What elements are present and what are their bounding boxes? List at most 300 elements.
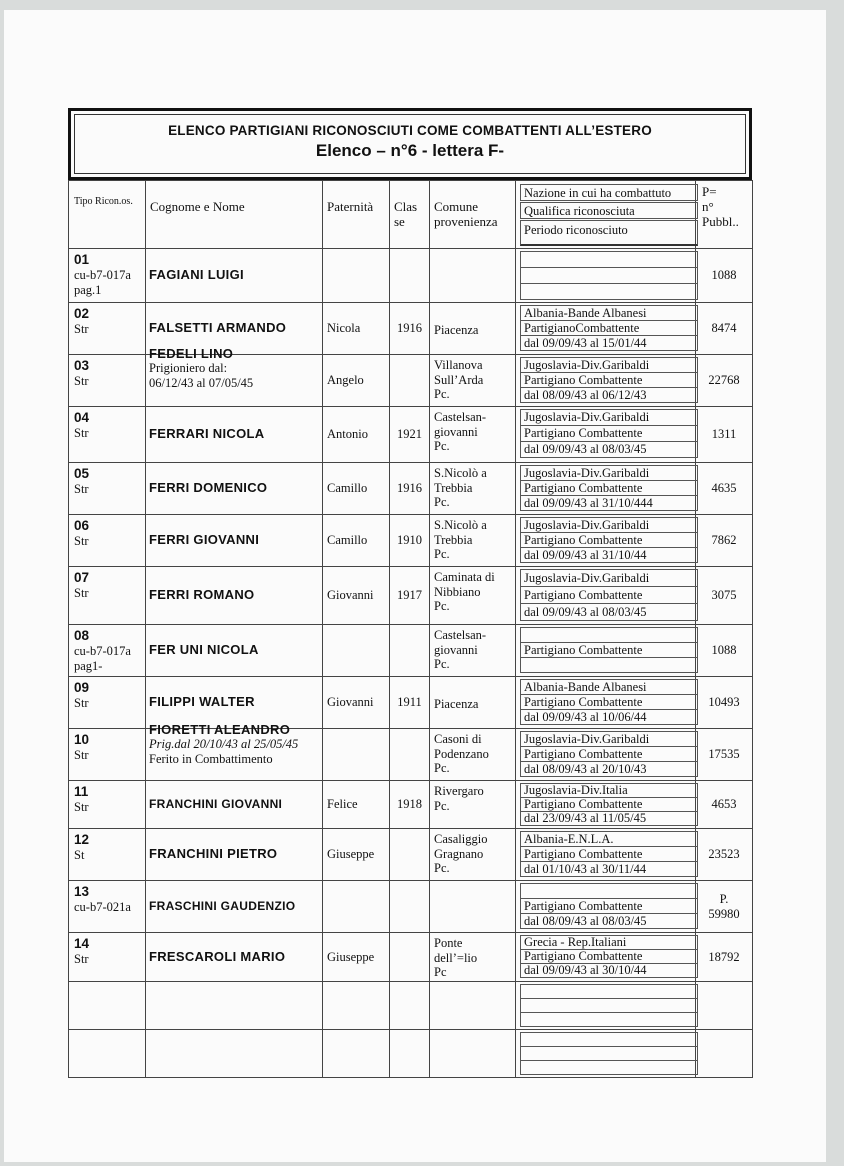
pubbl-value: 7862 <box>711 533 737 548</box>
pubbl-value: 22768 <box>708 373 740 388</box>
cell-comune <box>430 515 516 567</box>
cell-nome <box>146 677 323 729</box>
comune-line: Pc. <box>434 861 450 875</box>
row-number: 13 <box>74 884 90 899</box>
classe-value: 1916 <box>397 481 422 496</box>
cell-servizio <box>516 781 696 829</box>
person-name: FERRI GIOVANNI <box>149 532 260 548</box>
header-qualifica: Qualifica riconosciuta <box>520 202 698 219</box>
comune-line: Piacenza <box>434 322 479 337</box>
tipo-line: Str <box>74 534 89 548</box>
servizio-qualifica: Partigiano Combattente <box>520 425 698 442</box>
cell-paternita <box>323 463 390 515</box>
cell-classe <box>390 729 430 781</box>
name-block <box>149 347 322 391</box>
paternita-value: Nicola <box>327 321 361 336</box>
cell-paternita <box>323 781 390 829</box>
row-number: 04 <box>74 410 90 425</box>
header-classe-label-1: Clas <box>394 199 418 214</box>
person-name: FILIPPI WALTER <box>149 694 255 710</box>
servizio-qualifica: Partigiano Combattente <box>520 694 698 710</box>
paternita-value: Giovanni <box>327 588 374 603</box>
cell-nome <box>146 407 323 463</box>
servizio-nazione: Albania-Bande Albanesi <box>520 679 698 695</box>
document-subtitle: Elenco – n°6 - lettera F- <box>315 141 505 160</box>
person-name: FAGIANI LUIGI <box>149 267 244 283</box>
partisans-table <box>68 180 753 1078</box>
cell-servizio <box>516 829 696 881</box>
comune-line: dell’=lio <box>434 950 478 965</box>
comune-line: giovanni <box>434 424 478 439</box>
cell-pubbl <box>696 982 753 1030</box>
name-note: Ferito in Combattimento <box>149 751 273 766</box>
cell-comune <box>430 567 516 625</box>
table-row <box>69 463 753 515</box>
row-number: 01 <box>74 252 90 267</box>
comune-line: Gragnano <box>434 846 484 861</box>
cell-classe <box>390 625 430 677</box>
paternita-value: Camillo <box>327 533 368 548</box>
cell-tipo <box>69 729 146 781</box>
tipo-line: Str <box>74 482 89 496</box>
cell-pubbl <box>696 463 753 515</box>
header-nome <box>146 181 323 249</box>
pubbl-value: 8474 <box>711 321 737 336</box>
header-nome-label: Cognome e Nome <box>150 199 245 214</box>
cell-comune <box>430 625 516 677</box>
servizio-periodo: dal 09/09/43 al 15/01/44 <box>520 335 698 351</box>
tipo-line: pag1- <box>74 658 103 673</box>
cell-classe <box>390 881 430 933</box>
name-block <box>149 268 322 283</box>
cell-nome <box>146 515 323 567</box>
cell-tipo <box>69 407 146 463</box>
table-row <box>69 515 753 567</box>
header-pubbl-label-3: Pubbl.. <box>702 214 739 229</box>
row-number: 10 <box>74 732 90 747</box>
cell-pubbl <box>696 829 753 881</box>
cell-nome <box>146 933 323 982</box>
comune-line: Nibbiano <box>434 584 481 599</box>
cell-pubbl <box>696 729 753 781</box>
tipo-line: Str <box>74 374 89 388</box>
servizio-qualifica: Partigiano Combattente <box>520 846 698 862</box>
person-name: FER UNI NICOLA <box>149 642 259 658</box>
cell-pubbl <box>696 515 753 567</box>
comune-line: Pc. <box>434 798 450 813</box>
servizio-periodo: dal 01/10/43 al 30/11/44 <box>520 861 698 877</box>
cell-classe <box>390 303 430 355</box>
table-row <box>69 677 753 729</box>
servizio-nazione: Jugoslavia-Div.Garibaldi <box>520 409 698 426</box>
header-comune <box>430 181 516 249</box>
cell-paternita <box>323 677 390 729</box>
cell-pubbl <box>696 1030 753 1078</box>
row-number: 14 <box>74 936 90 951</box>
cell-paternita <box>323 249 390 303</box>
tipo-line: Str <box>74 800 89 814</box>
table-row <box>69 355 753 407</box>
tipo-line: cu-b7-021a <box>74 900 131 914</box>
servizio-qualifica <box>520 998 698 1013</box>
name-block <box>149 847 322 862</box>
pubbl-value: P. <box>719 892 729 906</box>
cell-pubbl <box>696 781 753 829</box>
servizio-periodo: dal 09/09/43 al 31/10/44 <box>520 547 698 563</box>
servizio-periodo: dal 08/09/43 al 20/10/43 <box>520 761 698 777</box>
cell-comune <box>430 1030 516 1078</box>
pubbl-value: 4653 <box>711 797 737 812</box>
pubbl-value: 1088 <box>711 643 737 658</box>
document-title: ELENCO PARTIGIANI RICONOSCIUTI COME COMBATTENTI ALL’ESTERO <box>168 123 652 138</box>
tipo-line: Str <box>74 322 89 336</box>
comune-line: Trebbia <box>434 480 473 495</box>
person-name: FERRARI NICOLA <box>149 426 265 442</box>
paternita-value: Camillo <box>327 481 368 496</box>
cell-tipo <box>69 881 146 933</box>
comune-line: Pc. <box>434 657 450 671</box>
servizio-qualifica: Partigiano Combattente <box>520 746 698 762</box>
header-pubbl-label-1: P= <box>702 184 717 199</box>
paternita-value: Giuseppe <box>327 949 375 964</box>
servizio-qualifica: Partigiano Combattente <box>520 797 698 812</box>
tipo-line: Str <box>74 696 89 710</box>
servizio-periodo <box>520 283 698 300</box>
cell-comune <box>430 407 516 463</box>
cell-classe <box>390 249 430 303</box>
servizio-nazione <box>520 883 698 899</box>
tipo-line: cu-b7-017a <box>74 644 131 658</box>
name-block <box>149 643 322 658</box>
servizio-qualifica: Partigiano Combattente <box>520 372 698 388</box>
cell-servizio <box>516 303 696 355</box>
cell-servizio <box>516 515 696 567</box>
cell-pubbl <box>696 677 753 729</box>
cell-nome <box>146 982 323 1030</box>
paternita-value: Giuseppe <box>327 847 375 862</box>
cell-tipo <box>69 982 146 1030</box>
cell-paternita <box>323 515 390 567</box>
pubbl-value: 17535 <box>708 747 740 762</box>
servizio-qualifica: Partigiano Combattente <box>520 480 698 496</box>
cell-paternita <box>323 982 390 1030</box>
cell-classe <box>390 933 430 982</box>
pubbl-value: 4635 <box>711 481 737 496</box>
cell-comune <box>430 781 516 829</box>
name-block <box>149 321 322 336</box>
header-periodo: Periodo riconosciuto <box>520 220 698 246</box>
comune-line: Pc. <box>434 599 450 613</box>
cell-pubbl <box>696 625 753 677</box>
row-number: 09 <box>74 680 90 695</box>
header-tipo <box>69 181 146 249</box>
cell-tipo <box>69 303 146 355</box>
servizio-nazione <box>520 984 698 999</box>
cell-servizio <box>516 625 696 677</box>
name-block <box>149 695 322 710</box>
row-number: 03 <box>74 358 90 373</box>
row-number: 05 <box>74 466 90 481</box>
row-number: 11 <box>74 784 89 799</box>
table-row <box>69 249 753 303</box>
cell-classe <box>390 515 430 567</box>
cell-comune <box>430 729 516 781</box>
cell-classe <box>390 407 430 463</box>
cell-nome <box>146 249 323 303</box>
cell-tipo <box>69 933 146 982</box>
cell-paternita <box>323 829 390 881</box>
person-name: FERRI ROMANO <box>149 587 255 603</box>
name-block <box>149 723 322 767</box>
pubbl-value: 1311 <box>711 427 737 442</box>
servizio-periodo: dal 09/09/43 al 31/10/444 <box>520 495 698 511</box>
table-row <box>69 933 753 982</box>
comune-line: S.Nicolò a <box>434 466 487 480</box>
person-name: FRANCHINI GIOVANNI <box>149 797 283 812</box>
servizio-qualifica: Partigiano Combattente <box>520 898 698 914</box>
cell-pubbl <box>696 303 753 355</box>
servizio-nazione: Albania-Bande Albanesi <box>520 305 698 321</box>
name-block <box>149 950 322 965</box>
table-row <box>69 781 753 829</box>
cell-tipo <box>69 781 146 829</box>
cell-classe <box>390 463 430 515</box>
cell-tipo <box>69 249 146 303</box>
person-name: FRASCHINI GAUDENZIO <box>149 899 296 914</box>
servizio-periodo <box>520 657 698 673</box>
comune-line: Castelsan- <box>434 628 487 642</box>
comune-line: Pc. <box>434 387 450 401</box>
header-tipo-label: Tipo Ricon.os. <box>74 196 133 207</box>
classe-value: 1911 <box>397 695 422 710</box>
cell-classe <box>390 1030 430 1078</box>
cell-comune <box>430 982 516 1030</box>
cell-nome <box>146 345 323 407</box>
name-block <box>149 797 322 812</box>
header-nazione: Nazione in cui ha combattuto <box>520 184 698 201</box>
classe-value: 1918 <box>397 797 422 812</box>
cell-comune <box>430 881 516 933</box>
paternita-value: Giovanni <box>327 695 374 710</box>
table-header-row <box>69 181 753 249</box>
header-pubbl <box>696 181 753 249</box>
row-number: 07 <box>74 570 90 585</box>
comune-line: giovanni <box>434 642 478 657</box>
title-box <box>68 108 752 180</box>
name-note: 06/12/43 al 07/05/45 <box>149 375 254 390</box>
paternita-value: Angelo <box>327 373 364 388</box>
table-row <box>69 625 753 677</box>
table-row <box>69 982 753 1030</box>
comune-line: Pc. <box>434 439 450 453</box>
row-number: 12 <box>74 832 90 847</box>
cell-tipo <box>69 515 146 567</box>
cell-tipo <box>69 355 146 407</box>
servizio-qualifica <box>520 1046 698 1061</box>
cell-tipo <box>69 625 146 677</box>
servizio-nazione: Jugoslavia-Div.Garibaldi <box>520 517 698 533</box>
paternita-value: Antonio <box>327 427 368 442</box>
servizio-qualifica: Partigiano Combattente <box>520 642 698 658</box>
cell-pubbl <box>696 249 753 303</box>
cell-servizio <box>516 249 696 303</box>
classe-value: 1917 <box>397 588 422 603</box>
cell-pubbl <box>696 567 753 625</box>
cell-classe <box>390 677 430 729</box>
cell-paternita <box>323 567 390 625</box>
cell-paternita <box>323 933 390 982</box>
comune-line: Casoni di <box>434 732 482 746</box>
comune-line: Castelsan- <box>434 410 487 424</box>
servizio-qualifica: Partigiano Combattente <box>520 949 698 964</box>
classe-value: 1916 <box>397 321 422 336</box>
cell-servizio <box>516 1030 696 1078</box>
title-box-inner <box>74 114 746 174</box>
servizio-nazione: Jugoslavia-Div.Garibaldi <box>520 465 698 481</box>
name-block <box>149 899 322 914</box>
pubbl-value: 18792 <box>708 949 740 964</box>
tipo-line: Str <box>74 586 89 600</box>
comune-line: Trebbia <box>434 532 473 547</box>
cell-tipo <box>69 567 146 625</box>
cell-tipo <box>69 463 146 515</box>
cell-tipo <box>69 677 146 729</box>
pubbl-value: 59980 <box>708 906 740 921</box>
header-classe <box>390 181 430 249</box>
classe-value: 1910 <box>397 533 422 548</box>
servizio-periodo: dal 08/09/43 al 06/12/43 <box>520 387 698 403</box>
pubbl-value: 10493 <box>708 695 740 710</box>
header-comune-label-2: provenienza <box>434 214 498 229</box>
person-name: FEDELI LINO <box>149 345 234 361</box>
comune-line: Pc. <box>434 547 450 561</box>
cell-nome <box>146 781 323 829</box>
servizio-periodo: dal 09/09/43 al 08/03/45 <box>520 441 698 458</box>
servizio-periodo <box>520 1012 698 1027</box>
cell-servizio <box>516 982 696 1030</box>
table-row <box>69 881 753 933</box>
cell-tipo <box>69 1030 146 1078</box>
cell-comune <box>430 933 516 982</box>
servizio-nazione: Jugoslavia-Div.Italia <box>520 783 698 798</box>
pubbl-value: 23523 <box>708 847 740 862</box>
cell-comune <box>430 677 516 729</box>
cell-pubbl <box>696 881 753 933</box>
cell-nome <box>146 721 323 781</box>
comune-line: Caminata di <box>434 570 495 584</box>
table-row <box>69 407 753 463</box>
servizio-periodo: dal 09/09/43 al 30/10/44 <box>520 963 698 978</box>
cell-servizio <box>516 881 696 933</box>
name-block <box>149 427 322 442</box>
tipo-line: pag.1 <box>74 282 102 297</box>
cell-paternita <box>323 625 390 677</box>
cell-comune <box>430 463 516 515</box>
header-service <box>516 181 696 249</box>
cell-nome <box>146 463 323 515</box>
cell-paternita <box>323 355 390 407</box>
row-number: 06 <box>74 518 90 533</box>
paternita-value: Felice <box>327 797 358 812</box>
cell-servizio <box>516 677 696 729</box>
header-classe-label-2: se <box>394 214 405 229</box>
cell-nome <box>146 625 323 677</box>
comune-line: Villanova <box>434 358 483 372</box>
person-name: FRESCAROLI MARIO <box>149 948 286 964</box>
header-pubbl-label-2: n° <box>702 199 714 214</box>
comune-line: Pc. <box>434 495 450 509</box>
row-number: 02 <box>74 306 90 321</box>
tipo-line: Str <box>74 748 89 762</box>
servizio-periodo: dal 08/09/43 al 08/03/45 <box>520 913 698 929</box>
servizio-qualifica: PartigianoCombattente <box>520 320 698 336</box>
classe-value: 1921 <box>397 427 422 442</box>
cell-nome <box>146 829 323 881</box>
pubbl-value: 3075 <box>711 588 737 603</box>
row-number: 08 <box>74 628 90 643</box>
servizio-nazione <box>520 251 698 268</box>
comune-line: Sull’Arda <box>434 372 484 387</box>
name-block <box>149 533 322 548</box>
table-row <box>69 729 753 781</box>
servizio-qualifica <box>520 267 698 284</box>
header-paternita-label: Paternità <box>327 199 374 214</box>
cell-servizio <box>516 729 696 781</box>
servizio-nazione: Grecia - Rep.Italiani <box>520 935 698 950</box>
cell-classe <box>390 355 430 407</box>
cell-paternita <box>323 729 390 781</box>
cell-comune <box>430 355 516 407</box>
cell-paternita <box>323 1030 390 1078</box>
servizio-periodo <box>520 1060 698 1075</box>
servizio-periodo: dal 23/09/43 al 11/05/45 <box>520 811 698 826</box>
cell-classe <box>390 829 430 881</box>
header-paternita <box>323 181 390 249</box>
servizio-nazione: Jugoslavia-Div.Garibaldi <box>520 731 698 747</box>
header-comune-label-1: Comune <box>434 199 479 214</box>
name-note: Prig.dal 20/10/43 al 25/05/45 <box>149 737 299 752</box>
comune-line: Pc <box>434 965 447 979</box>
comune-line: Piacenza <box>434 696 479 711</box>
cell-comune <box>430 249 516 303</box>
cell-pubbl <box>696 407 753 463</box>
cell-servizio <box>516 567 696 625</box>
cell-classe <box>390 567 430 625</box>
servizio-qualifica: Partigiano Combattente <box>520 532 698 548</box>
servizio-nazione <box>520 627 698 643</box>
cell-paternita <box>323 881 390 933</box>
cell-paternita <box>323 407 390 463</box>
comune-line: Ponte <box>434 936 463 950</box>
table-row <box>69 1030 753 1078</box>
cell-servizio <box>516 933 696 982</box>
cell-nome <box>146 1030 323 1078</box>
tipo-line: cu-b7-017a <box>74 268 131 282</box>
person-name: FERRI DOMENICO <box>149 480 268 496</box>
cell-servizio <box>516 355 696 407</box>
cell-comune <box>430 829 516 881</box>
comune-line: Casaliggio <box>434 832 488 846</box>
name-block <box>149 481 322 496</box>
table-row <box>69 567 753 625</box>
servizio-periodo: dal 09/09/43 al 10/06/44 <box>520 709 698 725</box>
comune-line: S.Nicolò a <box>434 518 487 532</box>
name-note: Prigioniero dal: <box>149 361 228 376</box>
person-name: FIORETTI ALEANDRO <box>149 721 291 737</box>
pubbl-value: 1088 <box>711 268 737 283</box>
cell-paternita <box>323 303 390 355</box>
cell-comune <box>430 303 516 355</box>
